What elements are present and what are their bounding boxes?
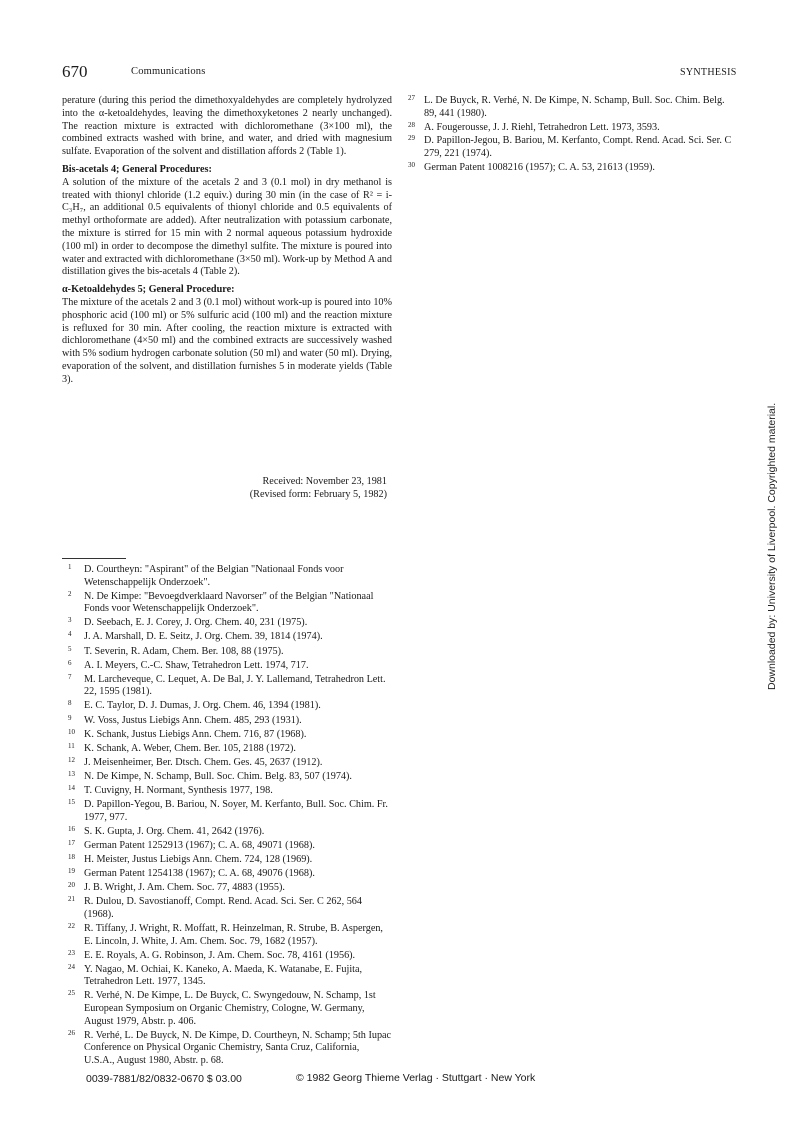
- reference-text: A. Fougerousse, J. J. Riehl, Tetrahedron Lett. 1973, 3593.: [424, 121, 660, 133]
- reference-list-right: [402, 95, 732, 176]
- reference-number: 11: [68, 741, 75, 750]
- reference-number: 9: [68, 713, 72, 722]
- revised-date: (Revised form: February 5, 1982): [249, 488, 387, 500]
- reference-item: [62, 729, 392, 742]
- reference-number: 13: [68, 769, 75, 778]
- reference-number: 20: [68, 881, 75, 890]
- reference-text: T. Severin, R. Adam, Chem. Ber. 108, 88 (1975).: [84, 645, 284, 657]
- reference-item: [402, 122, 732, 135]
- heading-ketoaldehydes: α-Ketoaldehydes 5; General Procedure:: [62, 284, 235, 296]
- reference-text: German Patent 1252913 (1967); C. A. 68, 49071 (1968).: [84, 839, 315, 851]
- reference-number: 1: [68, 563, 72, 571]
- reference-text: E. C. Taylor, D. J. Dumas, J. Org. Chem. 46, 1394 (1981).: [84, 700, 321, 712]
- reference-item: [62, 799, 392, 824]
- reference-text: N. De Kimpe: "Bevoegdverklaard Navorser" of the Belgian "Nationaal Fonds voor Wetenschappelijk Onderzoek".: [84, 590, 374, 615]
- reference-item: [62, 1030, 392, 1068]
- reference-item: [62, 854, 392, 867]
- heading-bis-acetals: Bis-acetals 4; General Procedures:: [62, 163, 212, 175]
- reference-text: Y. Nagao, M. Ochiai, K. Kaneko, A. Maeda, K. Watanabe, E. Fujita, Tetrahedron Lett. 1977, 1345.: [84, 963, 363, 988]
- reference-text: D. Papillon-Yegou, B. Bariou, N. Soyer, M. Kerfanto, Bull. Soc. Chim. Fr. 1977, 977.: [84, 799, 388, 823]
- reference-item: [62, 700, 392, 713]
- reference-number: 30: [408, 160, 415, 169]
- reference-number: 4: [68, 630, 72, 639]
- reference-number: 22: [68, 921, 75, 930]
- page-number: 670: [62, 62, 88, 81]
- reference-text: N. De Kimpe, N. Schamp, Bull. Soc. Chim. Belg. 83, 507 (1974).: [84, 770, 352, 782]
- reference-number: 24: [68, 962, 75, 971]
- reference-text: German Patent 1254138 (1967); C. A. 68, 49076 (1968).: [84, 868, 315, 880]
- reference-text: K. Schank, Justus Liebigs Ann. Chem. 716, 87 (1968).: [84, 728, 307, 740]
- reference-item: [62, 617, 392, 630]
- reference-number: 2: [68, 589, 72, 598]
- reference-item: [62, 964, 392, 989]
- reference-text: S. K. Gupta, J. Org. Chem. 41, 2642 (1976).: [84, 825, 265, 837]
- reference-number: 21: [68, 895, 75, 904]
- reference-item: [62, 631, 392, 644]
- reference-item: [62, 868, 392, 881]
- reference-item: [62, 660, 392, 673]
- reference-item: [62, 882, 392, 895]
- reference-number: 15: [68, 798, 75, 807]
- reference-item: [62, 591, 392, 616]
- reference-number: 14: [68, 784, 75, 792]
- reference-text: L. De Buyck, R. Verhé, N. De Kimpe, N. Schamp, Bull. Soc. Chim. Belg. 89, 441 (1980).: [424, 95, 725, 119]
- reference-text: E. E. Royals, A. G. Robinson, J. Am. Chem. Soc. 78, 4161 (1956).: [84, 949, 356, 961]
- reference-text: T. Cuvigny, H. Normant, Synthesis 1977, 198.: [84, 785, 273, 796]
- reference-item: [62, 674, 392, 699]
- reference-number: 16: [68, 824, 75, 833]
- reference-number: 27: [408, 94, 415, 102]
- reference-divider: [62, 558, 126, 559]
- reference-number: 25: [68, 989, 75, 998]
- journal-name: SYNTHESIS: [680, 67, 737, 78]
- reference-number: 29: [408, 134, 415, 143]
- reference-item: [62, 743, 392, 756]
- reference-text: J. B. Wright, J. Am. Chem. Soc. 77, 4883 (1955).: [84, 882, 285, 894]
- reference-number: 23: [68, 948, 75, 957]
- reference-number: 18: [68, 852, 75, 861]
- reference-number: 8: [68, 699, 72, 708]
- paragraph-hydrolysis: perature (during this period the dimethoxyaldehydes are completely hydrolyzed into the α-ketoaldehydes, leaving the dimethoxyketones 2 nearly unchanged). The reaction mixture is extracted with dichloromethane (3×100 ml), the combined extracts washed with brine, and water, and dried with magnesium sulfate. Evaporation of the solvent and distillation affords 2 (Table 1).: [62, 95, 392, 158]
- reference-item: [62, 715, 392, 728]
- reference-item: [62, 950, 392, 963]
- received-date: Received: November 23, 1981: [262, 476, 387, 487]
- reference-number: 19: [68, 867, 75, 876]
- reference-item: [62, 840, 392, 853]
- reference-item: [402, 95, 732, 121]
- reference-item: [62, 757, 392, 770]
- reference-text: J. Meisenheimer, Ber. Dtsch. Chem. Ges. 45, 2637 (1912).: [84, 756, 323, 768]
- reference-item: [62, 896, 392, 921]
- reference-text: German Patent 1008216 (1957); C. A. 53, 21613 (1959).: [424, 161, 655, 173]
- reference-number: 3: [68, 616, 72, 625]
- reference-item: [62, 564, 392, 589]
- reference-text: D. Papillon-Jegou, B. Bariou, M. Kerfanto, Compt. Rend. Acad. Sci. Ser. C 279, 221 (1974).: [424, 135, 732, 160]
- reference-item: [62, 785, 392, 798]
- reference-number: 26: [68, 1028, 75, 1037]
- section-label: Communications: [131, 66, 206, 77]
- reference-number: 17: [68, 838, 75, 847]
- reference-text: K. Schank, A. Weber, Chem. Ber. 105, 2188 (1972).: [84, 742, 296, 754]
- reference-item: [62, 826, 392, 839]
- download-watermark: Downloaded by: University of Liverpool. Copyrighted material.: [766, 402, 778, 690]
- reference-number: 12: [68, 755, 75, 764]
- reference-text: A. I. Meyers, C.-C. Shaw, Tetrahedron Lett. 1974, 717.: [84, 659, 309, 671]
- reference-text: W. Voss, Justus Liebigs Ann. Chem. 485, 293 (1931).: [84, 714, 302, 726]
- reference-number: 6: [68, 658, 72, 667]
- received-dates: [225, 476, 387, 502]
- reference-text: M. Larcheveque, C. Lequet, A. De Bal, J. Y. Lallemand, Tetrahedron Lett. 22, 1595 (1981).: [84, 673, 386, 698]
- paragraph-ketoaldehydes: The mixture of the acetals 2 and 3 (0.1 mol) without work-up is poured into 10% phosphoric acid (100 ml) or 5% sulfuric acid (100 ml) and the reaction mixture is refluxed for 30 min. After cooling, the reaction mixture is extracted with dichloromethane (4×50 ml) and the combined extracts are successively washed with 5% sodium hydrogen carbonate solution (50 ml) and water (50 ml). Drying, evaporation of the solvent, and distillation furnishes 5 in moderate yields (Table 3).: [62, 296, 392, 385]
- reference-number: 5: [68, 644, 72, 653]
- reference-item: [402, 135, 732, 161]
- reference-item: [62, 771, 392, 784]
- footer-issn: 0039-7881/82/0832-0670 $ 03.00: [86, 1073, 242, 1085]
- reference-item: [62, 923, 392, 948]
- reference-item: [62, 646, 392, 659]
- reference-text: R. Dulou, D. Savostianoff, Compt. Rend. Acad. Sci. Ser. C 262, 564 (1968).: [84, 896, 362, 920]
- reference-text: R. Verhé, L. De Buyck, N. De Kimpe, D. Courtheyn, N. Schamp; 5th Iupac Conference on Physical Organic Chemistry, Santa Cruz, California, U.S.A., August 1980, Abstr. p. 68.: [84, 1029, 392, 1066]
- footer-copyright: © 1982 Georg Thieme Verlag · Stuttgart · New York: [296, 1072, 536, 1084]
- reference-number: 7: [68, 672, 72, 681]
- reference-number: 28: [408, 120, 415, 129]
- reference-text: J. A. Marshall, D. E. Seitz, J. Org. Chem. 39, 1814 (1974).: [84, 631, 323, 643]
- reference-item: [62, 990, 392, 1028]
- reference-text: D. Seebach, E. J. Corey, J. Org. Chem. 40, 231 (1975).: [84, 617, 308, 629]
- reference-item: [402, 162, 732, 175]
- reference-text: R. Verhé, N. De Kimpe, L. De Buyck, C. Swyngedouw, N. Schamp, 1st European Symposium on Organic Chemistry, Cologne, W. Germany, August 1979, Abstr. p. 406.: [84, 990, 376, 1027]
- paragraph-bis-acetals: A solution of the mixture of the acetals 2 and 3 (0.1 mol) in dry methanol is treated with thionyl chloride (1.2 equiv.) during 30 min (in the case of R² = i-C₃H₇, an additional 0.5 equivalents of thionyl chloride and 0.5 equivalents of methyl orthoformate are added). After neutralization with potassium carbonate, the mixture is stirred for 15 min with 2 normal aqueous potassium hydroxide (100 ml) in order to decompose the dimethyl sulfite. The mixture is poured into water and extracted with dichloromethane (3×50 ml). Work-up by Method A and distillation gives the bis-acetals 4 (Table 2).: [62, 176, 392, 278]
- body-text: [62, 95, 392, 387]
- reference-list-left: [62, 564, 392, 1069]
- reference-text: R. Tiffany, J. Wright, R. Moffatt, R. Heinzelman, R. Strube, B. Aspergen, E. Lincoln, J. White, J. Am. Chem. Soc. 79, 1682 (1957).: [84, 922, 383, 947]
- reference-text: H. Meister, Justus Liebigs Ann. Chem. 724, 128 (1969).: [84, 853, 313, 865]
- reference-text: D. Courtheyn: "Aspirant" of the Belgian "Nationaal Fonds voor Wetenschappelijk Onderzoek".: [84, 564, 344, 588]
- reference-number: 10: [68, 727, 75, 736]
